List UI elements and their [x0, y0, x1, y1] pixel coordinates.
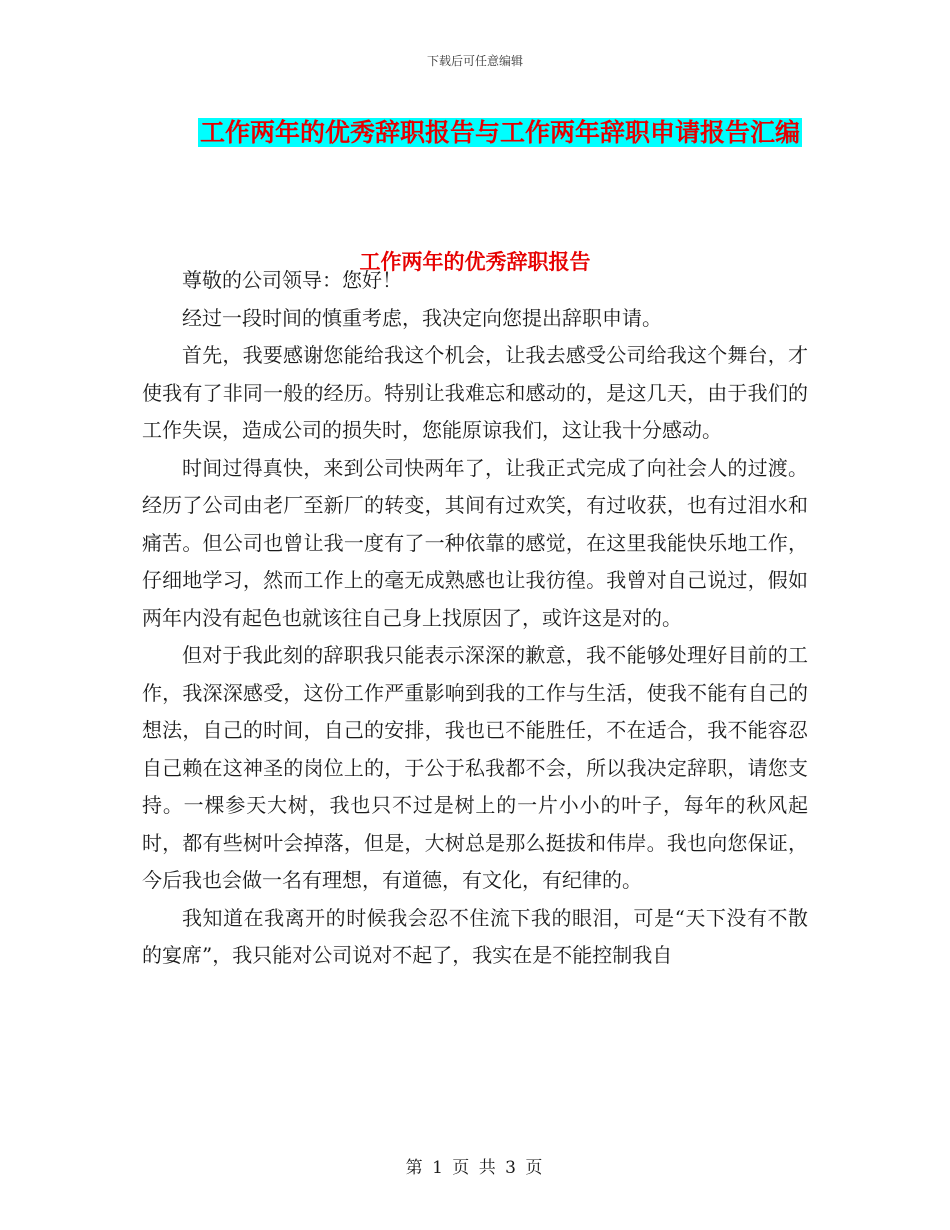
paragraph: 时间过得真快，来到公司快两年了，让我正式完成了向社会人的过渡。经历了公司由老厂至新厂的转变，其间有过欢笑，有过收获，也有过泪水和痛苦。但公司也曾让我一度有了一种依靠的感觉，在这里我能快乐地工作，仔细地学习，然而工作上的毫无成熟感也让我彷徨。我曾对自己说过，假如两年内没有起色也就该往自己身上找原因了，或许这是对的。: [142, 455, 808, 630]
document-title: [190, 110, 810, 156]
paragraph: 经过一段时间的慎重考虑，我决定向您提出辞职申请。: [182, 305, 662, 330]
paragraph: 首先，我要感谢您能给我这个机会，让我去感受公司给我这个舞台，才使我有了非同一般的经历。特别让我难忘和感动的，是这几天，由于我们的工作失误，造成公司的损失时，您能原谅我们，这让我十分感动。: [142, 343, 808, 442]
document-title-text: 工作两年的优秀辞职报告与工作两年辞职申请报告汇编: [199, 118, 800, 147]
paragraph: 我知道在我离开的时候我会忍不住流下我的眼泪，可是“天下没有不散的宴席”，我只能对公司说对不起了，我实在是不能控制我自: [142, 905, 808, 967]
page-header-note: 下载后可任意编辑: [426, 54, 523, 68]
section-title: 工作两年的优秀辞职报告: [359, 249, 591, 274]
page-number-footer: 第 1 页 共 3 页: [405, 1158, 545, 1178]
paragraph: 但对于我此刻的辞职我只能表示深深的歉意，我不能够处理好目前的工作，我深深感受，这份工作严重影响到我的工作与生活，使我不能有自己的想法，自己的时间，自己的安排，我也已不能胜任，不在适合，我不能容忍自己赖在这神圣的岗位上的，于公于私我都不会，所以我决定辞职，请您支持。一棵参天大树，我也只不过是树上的一片小小的叶子，每年的秋风起时，都有些树叶会掉落，但是，大树总是那么挺拔和伟岸。我也向您保证，今后我也会做一名有理想，有道德，有文化，有纪律的。: [142, 643, 808, 892]
body-text: [142, 262, 808, 975]
paragraph-greeting: 尊敬的公司领导：您好！: [182, 268, 402, 292]
